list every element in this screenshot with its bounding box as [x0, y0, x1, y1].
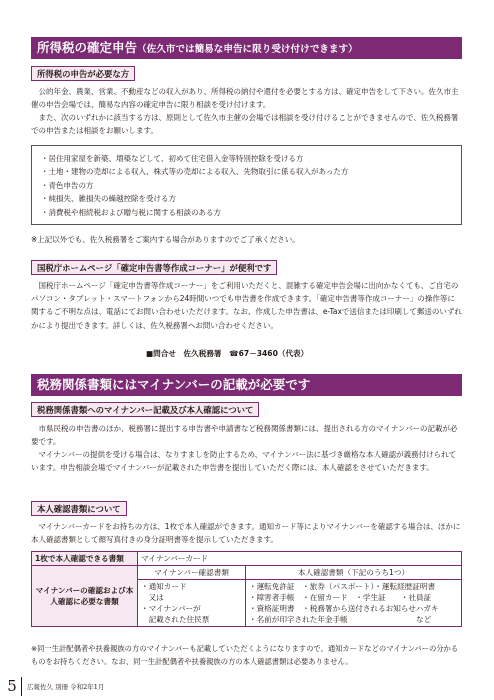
- list-item: ・マイナンバーが: [141, 604, 201, 613]
- table-cell-my-number-docs: [138, 580, 246, 627]
- contact-info: ■問合せ 佐久税務署 ☎67－3460（代表）: [146, 349, 309, 358]
- footer-divider: [21, 677, 22, 696]
- list-item: ・消費税や相続税および贈与税に関する相談のある方: [41, 207, 221, 217]
- list-item: ・名前が印字された年金手帳 など: [249, 615, 432, 624]
- table-corner-cell: 1枚で本人確認できる書類: [32, 552, 138, 566]
- table-row-header: マイナンバーの確認および本人確認に必要な書類: [32, 566, 138, 627]
- table-col-header-my-number: マイナンバー確認書類: [138, 566, 246, 580]
- list-item: ・純損失、雑損失の繰越控除を受ける方: [41, 194, 176, 204]
- section-title-text: 所得税の確定申告: [37, 40, 138, 55]
- list-item: ・運転免許証 ・旅券（パスポート）・運転経歴証明書: [249, 582, 436, 591]
- paragraph-id-documents: マイナンバーカードをお持ちの方は、1枚で本人確認ができます。通知カード等によりマイナンバーを確認する場合は、ほかに本人確認書類として顔写真付きの身分証明書等を提示していただきます。: [31, 522, 461, 545]
- list-item: ・障害者手帳 ・在留カード ・学生証 ・社員証: [249, 593, 432, 602]
- paragraph-identity-check: マイナンバーの提供を受ける場合は、なりすましを防止するため、マイナンバー法に基づき厳格な本人確認が義務付けられています。申告相談会場でマイナンバーが記載された申告書を提出していただく際には、本人確認をさせていただきます。: [31, 450, 457, 473]
- exceptions-list-box: [31, 145, 462, 225]
- section-title-income-tax: [31, 37, 462, 59]
- id-documents-table: [31, 551, 462, 627]
- list-item: ・居住用家屋を新築、増築などして、初めて住宅借入金等特別控除を受ける方: [41, 154, 304, 163]
- list-item: ・資格証明書 ・税務署から送付されるお知らせハガキ: [249, 604, 439, 613]
- list-item: ・土地・建物の売却による収入、株式等の売却による収入、先物取引に係る収入があった方: [41, 167, 349, 177]
- subheading-my-number-docs: 税務関係書類へのマイナンバー記載及び本人確認について: [31, 402, 259, 417]
- paragraph-exceptions-intro: また、次のいずれかに該当する方は、原則として佐久市主催の会場では相談を受け付けることができませんので、佐久税務署での申告または相談をお願いします。: [31, 113, 459, 136]
- subheading-nta-website: 国税庁ホームページ「確定申告書等作成コーナー」が便利です: [31, 260, 277, 275]
- paragraph-my-number-required: 市県民税の申告書のほか、税務署に提出する申告書や申請書など税務関係書類には、提出される方のマイナンバーの記載が必要です。: [31, 424, 458, 447]
- note-dependents: ※同一生計配偶者や扶養親族の方のマイナンバーも記載していただくようになりますので、通知カードなどのマイナンバーの分かるものをお持ちください。なお、同一生計配偶者や扶養親族の方の本人確認書類は必要ありません。: [31, 644, 459, 666]
- list-item: 又は: [141, 593, 164, 602]
- footer-publication: 広報佐久 別冊 令和2年1月: [27, 683, 105, 691]
- list-item: ・青色申告の方: [41, 180, 94, 190]
- subheading-filing-required: 所得税の申告が必要な方: [31, 66, 135, 81]
- note-tax-office: ※上記以外でも、佐久税務署をご案内する場合がありますのでご了承ください。: [31, 235, 300, 244]
- paragraph-filing-intro: 公的年金、農業、営業、不動産などの収入があり、所得税の納付や還付を必要とする方は、確定申告をして下さい。佐久市主催の申告会場では、簡易な内容の確定申告に限り相談を受け付けます。: [31, 87, 459, 110]
- table-card-cell: マイナンバーカード: [138, 552, 462, 566]
- page-number: 5: [7, 677, 17, 695]
- section-title-note: （佐久市では簡易な申告に限り受け付けできます）: [137, 44, 358, 55]
- section-title-my-number: 税務関係書類にはマイナンバーの記載が必要です: [31, 374, 462, 396]
- list-item: ・通知カード: [141, 582, 187, 591]
- table-cell-identity-docs: [246, 580, 462, 627]
- subheading-id-documents: 本人確認書類について: [31, 501, 127, 516]
- paragraph-nta-website: 国税庁ホームページ「確定申告書等作成コーナー」をご利用いただくと、混雑する確定申告会場に出向かなくても、ご自宅のパソコン・タブレット・スマートフォンから24時間いつでも申告書を作成できます。「確定申告書等作成コーナー」の操作等に関するご不明な点は、電話にてお問い合わせいただけます。なお、作成した申告書は、e-Taxで送信または印刷して郵送のいずれかにより提出できます。詳しくは、佐久税務署へお問い合わせください。: [31, 281, 462, 330]
- list-item: 記載された住民票: [141, 615, 210, 624]
- table-col-header-identity: 本人確認書類（下記のうち1つ）: [246, 566, 462, 580]
